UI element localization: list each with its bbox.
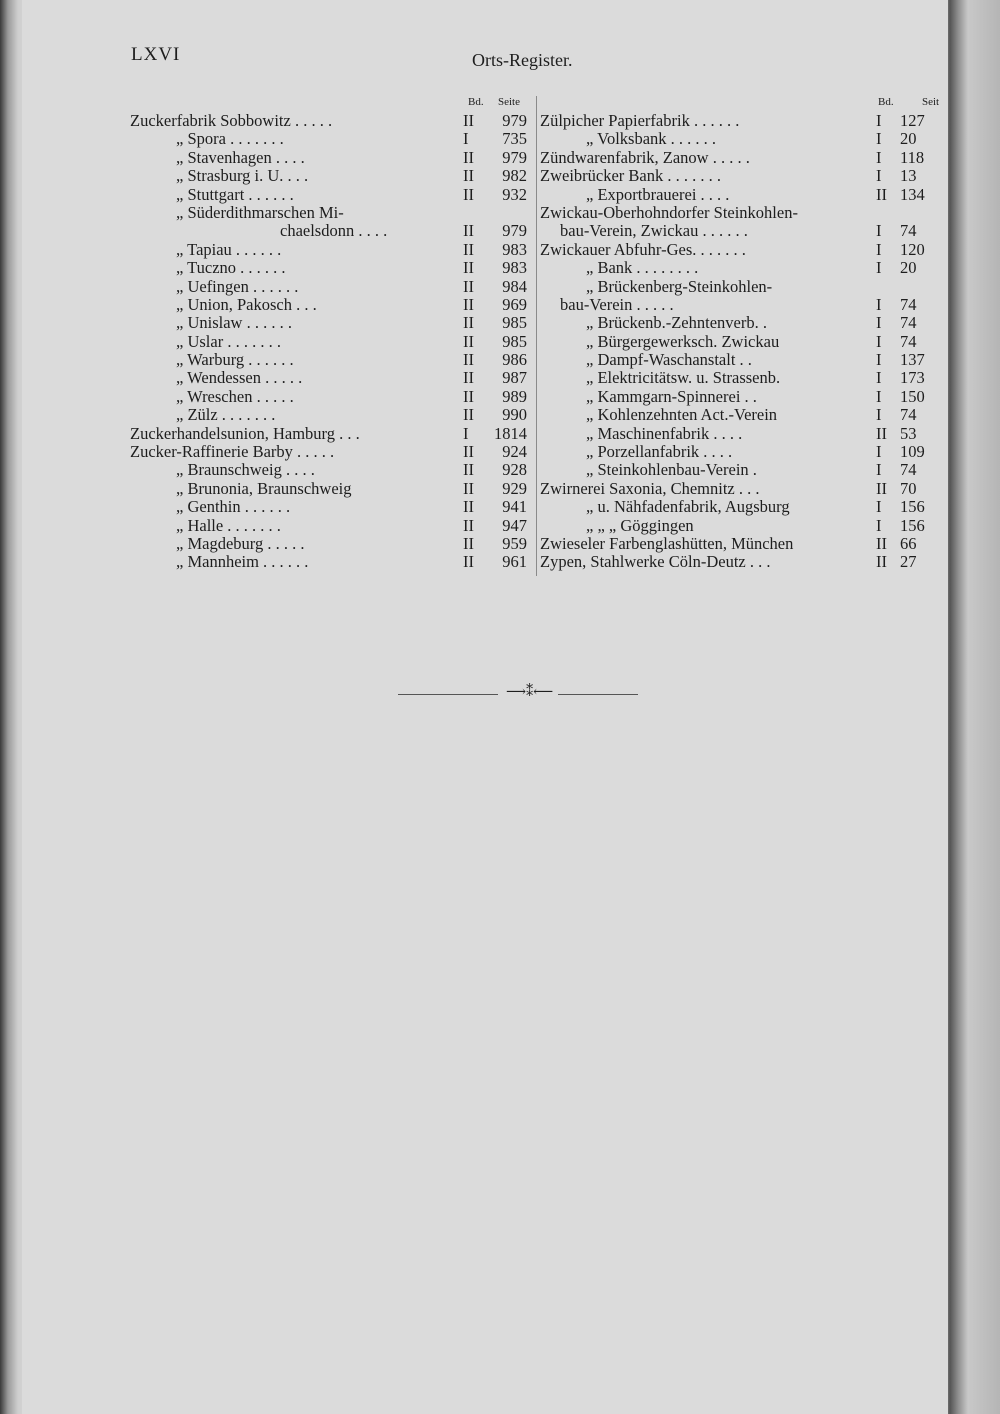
page-title: Orts-Register. <box>472 50 573 70</box>
index-entry <box>540 406 952 424</box>
entry-volume: I <box>876 221 882 241</box>
entry-name: Zwickauer Abfuhr-Ges. . . . . . . <box>540 240 746 259</box>
ornament-glyph: ⟶⁑⟵ <box>506 684 554 700</box>
entry-name: Zülpicher Papierfabrik . . . . . . <box>540 112 740 130</box>
entry-name: „ Kammgarn-Spinnerei . . <box>586 387 757 406</box>
index-entry <box>540 112 952 130</box>
entry-volume: II <box>463 258 474 278</box>
entry-page: 969 <box>502 294 527 314</box>
index-entry <box>540 425 952 443</box>
entry-name: „ Maschinenfabrik . . . . <box>586 424 743 443</box>
entry-page: 150 <box>900 386 925 406</box>
entry-name: „ Zülz . . . . . . . <box>176 406 276 425</box>
entry-page: 941 <box>502 497 527 517</box>
entry-name: „ Brückenb.-Zehntenverb. . <box>586 314 767 333</box>
entry-volume: II <box>463 533 474 553</box>
index-entry <box>540 351 952 369</box>
index-entry <box>540 259 952 277</box>
entry-page: 987 <box>502 368 527 388</box>
entry-volume: II <box>876 552 887 572</box>
right-entries <box>540 112 952 572</box>
entry-name: „ Porzellanfabrik . . . . <box>586 443 733 462</box>
index-entry <box>540 314 952 332</box>
index-entry <box>130 204 530 222</box>
entry-volume: II <box>876 184 887 204</box>
entry-volume: II <box>463 442 474 462</box>
entry-page: 959 <box>502 533 527 553</box>
index-entry <box>130 167 530 185</box>
index-entry <box>540 553 952 571</box>
entry-volume: II <box>463 497 474 517</box>
entry-name: bau-Verein, Zwickau . . . . . . <box>560 222 748 241</box>
entry-volume: II <box>463 184 474 204</box>
entry-page: 979 <box>502 147 527 167</box>
entry-name: „ Warburg . . . . . . <box>176 351 294 370</box>
entry-name: „ Genthin . . . . . . <box>176 498 291 517</box>
entry-page: 74 <box>900 294 917 314</box>
entry-volume: II <box>876 478 887 498</box>
entry-volume: II <box>463 331 474 351</box>
entry-page: 928 <box>502 460 527 480</box>
entry-name: Zwickau-Oberhohndorfer Steinkohlen- <box>540 203 798 222</box>
entry-name: Zwirnerei Saxonia, Chemnitz . . . <box>540 479 760 498</box>
entry-name: „ Strasburg i. U. . . . <box>176 167 309 186</box>
entry-name: „ Mannheim . . . . . . <box>176 553 309 572</box>
right-column <box>540 95 952 572</box>
entry-page: 990 <box>502 405 527 425</box>
entry-page: 735 <box>502 129 527 149</box>
index-entry <box>130 425 530 443</box>
index-entry <box>130 241 530 259</box>
end-ornament <box>398 684 638 702</box>
entry-page: 989 <box>502 386 527 406</box>
entry-page: 947 <box>502 515 527 535</box>
index-entry <box>540 296 952 314</box>
entry-name: „ Bank . . . . . . . . <box>586 259 699 278</box>
left-column-header <box>130 95 530 112</box>
index-entry <box>130 461 530 479</box>
entry-page: 979 <box>502 111 527 130</box>
index-entry <box>130 186 530 204</box>
entry-volume: II <box>463 111 474 130</box>
entry-volume: I <box>876 129 882 149</box>
entry-volume: II <box>463 386 474 406</box>
entry-name: „ „ „ Göggingen <box>586 516 694 535</box>
entry-page: 74 <box>900 460 917 480</box>
entry-page: 20 <box>900 129 917 149</box>
index-entry <box>540 388 952 406</box>
entry-name: „ Halle . . . . . . . <box>176 516 281 535</box>
index-entry <box>540 443 952 461</box>
entry-name: „ Magdeburg . . . . . <box>176 534 305 553</box>
entry-volume: II <box>463 405 474 425</box>
index-entry <box>130 130 530 148</box>
entry-page: 979 <box>502 221 527 241</box>
index-entry <box>130 406 530 424</box>
entry-volume: II <box>463 239 474 259</box>
entry-page: 983 <box>502 239 527 259</box>
entry-name: „ Union, Pakosch . . . <box>176 295 317 314</box>
entry-volume: I <box>876 239 882 259</box>
index-entry <box>130 333 530 351</box>
index-entry <box>540 480 952 498</box>
entry-volume: II <box>463 294 474 314</box>
entry-name: „ Stavenhagen . . . . <box>176 148 305 167</box>
index-entry <box>540 517 952 535</box>
entry-volume: I <box>876 166 882 186</box>
entry-name: „ Wendessen . . . . . <box>176 369 303 388</box>
entry-page: 986 <box>502 350 527 370</box>
entry-volume: I <box>876 258 882 278</box>
entry-volume: II <box>463 313 474 333</box>
entry-name: Zweibrücker Bank . . . . . . . <box>540 167 721 186</box>
entry-name: Zuckerfabrik Sobbowitz . . . . . <box>130 112 333 130</box>
entry-volume: II <box>463 350 474 370</box>
entry-page: 74 <box>900 221 917 241</box>
index-entry <box>540 149 952 167</box>
index-entry <box>540 204 952 222</box>
entry-page: 156 <box>900 515 925 535</box>
entry-name: „ Wreschen . . . . . <box>176 387 294 406</box>
entry-name: „ Bürgergewerksch. Zwickau <box>586 332 780 351</box>
entry-page: 929 <box>502 478 527 498</box>
entry-name: bau-Verein . . . . . <box>560 295 674 314</box>
entry-volume: II <box>463 552 474 572</box>
entry-page: 156 <box>900 497 925 517</box>
entry-volume: II <box>463 478 474 498</box>
entry-name: „ Elektricitätsw. u. Strassenb. <box>586 369 781 388</box>
entry-volume: II <box>463 276 474 296</box>
index-entry <box>540 461 952 479</box>
index-entry <box>130 517 530 535</box>
entry-page: 127 <box>900 111 925 130</box>
entry-page: 134 <box>900 184 925 204</box>
entry-page: 173 <box>900 368 925 388</box>
entry-volume: I <box>876 386 882 406</box>
entry-page: 118 <box>900 147 925 167</box>
index-entry <box>130 112 530 130</box>
index-entry <box>130 443 530 461</box>
page-header: Seite <box>498 96 520 108</box>
entry-name: „ Tuczno . . . . . . <box>176 259 286 278</box>
entry-name: „ Kohlenzehnten Act.-Verein <box>586 406 778 425</box>
entry-name: „ Uefingen . . . . . . <box>176 277 299 296</box>
entry-name: „ Süderdithmarschen Mi- <box>176 203 344 222</box>
page-number: LXVI <box>131 44 181 65</box>
entry-page: 1814 <box>494 423 527 443</box>
index-entry <box>540 130 952 148</box>
left-column <box>130 95 530 572</box>
entry-volume: I <box>876 111 882 130</box>
entry-name: „ Uslar . . . . . . . <box>176 332 281 351</box>
entry-name: „ Stuttgart . . . . . . <box>176 185 294 204</box>
index-entry <box>130 553 530 571</box>
entry-page: 74 <box>900 313 917 333</box>
index-entry <box>130 480 530 498</box>
entry-page: 983 <box>502 258 527 278</box>
entry-volume: I <box>876 313 882 333</box>
entry-volume: I <box>876 460 882 480</box>
entry-volume: II <box>463 166 474 186</box>
entry-name: „ Brunonia, Braunschweig <box>176 479 352 498</box>
index-entry <box>130 259 530 277</box>
index-entry <box>540 167 952 185</box>
index-entry <box>130 388 530 406</box>
index-entry <box>540 369 952 387</box>
entry-volume: II <box>876 533 887 553</box>
entry-volume: I <box>876 368 882 388</box>
entry-page: 13 <box>900 166 917 186</box>
index-entry <box>540 278 952 296</box>
entry-volume: I <box>876 147 882 167</box>
index-entry <box>540 241 952 259</box>
index-entry <box>130 351 530 369</box>
entry-volume: I <box>876 331 882 351</box>
index-entry <box>540 498 952 516</box>
index-entry <box>540 333 952 351</box>
entry-page: 982 <box>502 166 527 186</box>
entry-volume: I <box>876 294 882 314</box>
entry-name: „ u. Nähfadenfabrik, Augsburg <box>586 498 790 517</box>
entry-name: „ Volksbank . . . . . . <box>586 130 717 149</box>
entry-name: „ Steinkohlenbau-Verein . <box>586 461 757 480</box>
index-entry <box>130 149 530 167</box>
entry-page: 109 <box>900 442 925 462</box>
volume-header: Bd. <box>878 96 894 108</box>
entry-name: „ Exportbrauerei . . . . <box>586 185 730 204</box>
entry-name: Zypen, Stahlwerke Cöln-Deutz . . . <box>540 553 771 572</box>
page-header: Seit <box>922 96 940 108</box>
index-entry <box>540 222 952 240</box>
volume-header: Bd. <box>468 96 484 108</box>
index-entry <box>130 296 530 314</box>
entry-volume: I <box>463 129 469 149</box>
entry-name: „ Brückenberg-Steinkohlen- <box>586 277 773 296</box>
entry-volume: I <box>876 497 882 517</box>
entry-page: 924 <box>502 442 527 462</box>
right-column-header <box>540 95 952 112</box>
entry-volume: II <box>463 147 474 167</box>
entry-volume: I <box>876 405 882 425</box>
index-entry <box>540 535 952 553</box>
entry-page: 932 <box>502 184 527 204</box>
entry-volume: II <box>463 368 474 388</box>
ornament-line-left <box>398 694 498 695</box>
entry-name: „ Dampf-Waschanstalt . . <box>586 351 752 370</box>
entry-name: Zucker-Raffinerie Barby . . . . . <box>130 443 335 462</box>
entry-name: „ Spora . . . . . . . <box>176 130 284 149</box>
entry-page: 74 <box>900 405 917 425</box>
entry-page: 985 <box>502 331 527 351</box>
entry-volume: I <box>463 423 469 443</box>
column-divider <box>536 96 537 576</box>
entry-name: „ Braunschweig . . . . <box>176 461 315 480</box>
index-entry <box>540 186 952 204</box>
entry-volume: I <box>876 350 882 370</box>
ornament-line-right <box>558 694 638 695</box>
entry-volume: II <box>463 221 474 241</box>
entry-volume: II <box>876 423 887 443</box>
entry-page: 961 <box>502 552 527 572</box>
index-entry <box>130 369 530 387</box>
entry-page: 53 <box>900 423 917 443</box>
index-entry <box>130 314 530 332</box>
entry-volume: II <box>463 460 474 480</box>
entry-name: „ Tapiau . . . . . . <box>176 240 282 259</box>
entry-name: Zündwarenfabrik, Zanow . . . . . <box>540 148 750 167</box>
index-entry <box>130 222 530 240</box>
entry-page: 74 <box>900 331 917 351</box>
left-entries <box>130 112 530 572</box>
index-entry <box>130 535 530 553</box>
entry-volume: I <box>876 515 882 535</box>
entry-name: Zwieseler Farbenglashütten, München <box>540 534 794 553</box>
entry-page: 27 <box>900 552 917 572</box>
entry-page: 20 <box>900 258 917 278</box>
entry-name: Zuckerhandelsunion, Hamburg . . . <box>130 424 360 443</box>
entry-page: 66 <box>900 533 917 553</box>
entry-name: „ Unislaw . . . . . . <box>176 314 292 333</box>
entry-page: 70 <box>900 478 917 498</box>
index-entry <box>130 278 530 296</box>
entry-name: chaelsdonn . . . . <box>280 222 388 241</box>
entry-page: 120 <box>900 239 925 259</box>
entry-volume: I <box>876 442 882 462</box>
entry-volume: II <box>463 515 474 535</box>
entry-page: 137 <box>900 350 925 370</box>
entry-page: 984 <box>502 276 527 296</box>
index-entry <box>130 498 530 516</box>
entry-page: 985 <box>502 313 527 333</box>
